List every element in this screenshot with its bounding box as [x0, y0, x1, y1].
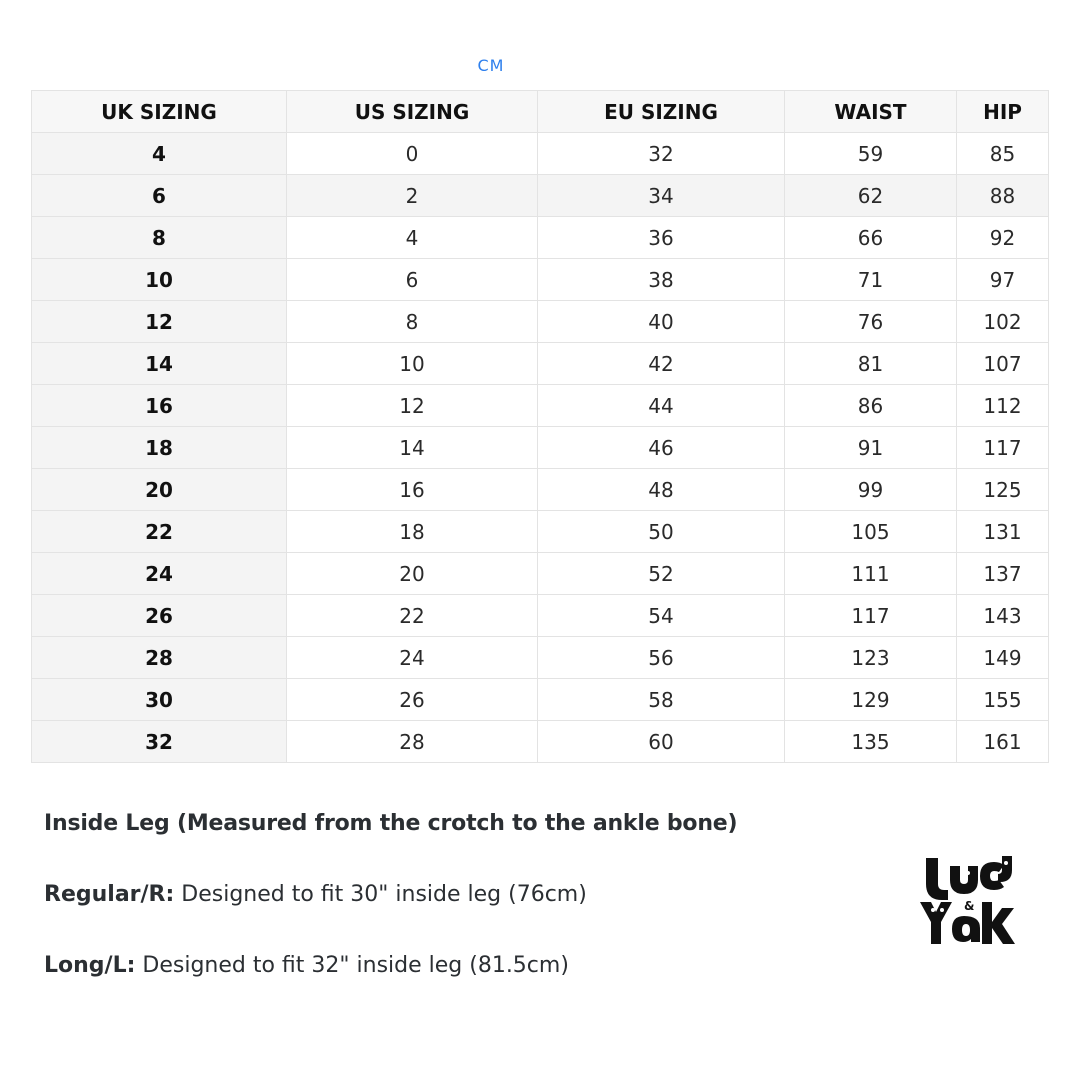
table-row	[32, 637, 1049, 679]
cell-eu: 52	[538, 553, 785, 595]
cell-us: 28	[287, 721, 538, 763]
cell-eu: 58	[538, 679, 785, 721]
cell-us: 24	[287, 637, 538, 679]
inside-leg-notes	[44, 806, 737, 1019]
cell-waist: 66	[785, 217, 957, 259]
cell-hip: 155	[957, 679, 1049, 721]
cell-uk: 8	[32, 217, 287, 259]
cell-waist: 111	[785, 553, 957, 595]
regular-fit-key: Regular/R:	[44, 882, 175, 907]
cell-hip: 143	[957, 595, 1049, 637]
cell-waist: 81	[785, 343, 957, 385]
table-row	[32, 259, 1049, 301]
cell-hip: 125	[957, 469, 1049, 511]
cell-uk: 26	[32, 595, 287, 637]
cell-uk: 20	[32, 469, 287, 511]
cell-waist: 129	[785, 679, 957, 721]
long-fit-text: Designed to fit 32" inside leg (81.5cm)	[135, 953, 569, 978]
cell-us: 16	[287, 469, 538, 511]
cell-us: 20	[287, 553, 538, 595]
table-row	[32, 469, 1049, 511]
cell-uk: 10	[32, 259, 287, 301]
cell-eu: 42	[538, 343, 785, 385]
cell-hip: 161	[957, 721, 1049, 763]
cell-waist: 123	[785, 637, 957, 679]
header-waist: WAIST	[785, 91, 957, 133]
cell-uk: 24	[32, 553, 287, 595]
cell-hip: 137	[957, 553, 1049, 595]
cell-us: 8	[287, 301, 538, 343]
cell-us: 2	[287, 175, 538, 217]
cell-eu: 46	[538, 427, 785, 469]
regular-fit-note	[44, 877, 737, 913]
cell-us: 0	[287, 133, 538, 175]
cell-us: 4	[287, 217, 538, 259]
cell-waist: 62	[785, 175, 957, 217]
cell-uk: 18	[32, 427, 287, 469]
cell-eu: 36	[538, 217, 785, 259]
header-eu-sizing: EU SIZING	[538, 91, 785, 133]
cell-us: 10	[287, 343, 538, 385]
cell-us: 14	[287, 427, 538, 469]
header-hip: HIP	[957, 91, 1049, 133]
cell-waist: 71	[785, 259, 957, 301]
cell-eu: 38	[538, 259, 785, 301]
table-header-row	[32, 91, 1049, 133]
cell-uk: 12	[32, 301, 287, 343]
cell-us: 22	[287, 595, 538, 637]
header-uk-sizing: UK SIZING	[32, 91, 287, 133]
cell-waist: 91	[785, 427, 957, 469]
cell-uk: 32	[32, 721, 287, 763]
table-row	[32, 301, 1049, 343]
cell-waist: 135	[785, 721, 957, 763]
long-fit-note	[44, 948, 737, 984]
cell-waist: 76	[785, 301, 957, 343]
cell-uk: 22	[32, 511, 287, 553]
cell-uk: 16	[32, 385, 287, 427]
table-row	[32, 427, 1049, 469]
cell-waist: 99	[785, 469, 957, 511]
cell-eu: 60	[538, 721, 785, 763]
cell-hip: 102	[957, 301, 1049, 343]
lucy-and-yak-logo	[918, 852, 1018, 948]
cell-uk: 28	[32, 637, 287, 679]
cell-hip: 149	[957, 637, 1049, 679]
cell-eu: 34	[538, 175, 785, 217]
cell-hip: 131	[957, 511, 1049, 553]
table-row	[32, 385, 1049, 427]
table-row	[32, 595, 1049, 637]
table-row	[32, 511, 1049, 553]
cell-uk: 4	[32, 133, 287, 175]
cell-us: 12	[287, 385, 538, 427]
inside-leg-heading: Inside Leg (Measured from the crotch to the ankle bone)	[44, 811, 738, 836]
cell-waist: 117	[785, 595, 957, 637]
cell-hip: 85	[957, 133, 1049, 175]
cell-waist: 105	[785, 511, 957, 553]
unit-label: CM	[477, 56, 505, 75]
cell-eu: 54	[538, 595, 785, 637]
table-row	[32, 721, 1049, 763]
cell-waist: 59	[785, 133, 957, 175]
table-row	[32, 133, 1049, 175]
cell-hip: 88	[957, 175, 1049, 217]
cell-uk: 6	[32, 175, 287, 217]
regular-fit-text: Designed to fit 30" inside leg (76cm)	[174, 882, 587, 907]
cell-hip: 117	[957, 427, 1049, 469]
table-row	[32, 679, 1049, 721]
size-chart-table	[31, 90, 1049, 763]
long-fit-key: Long/L:	[44, 953, 136, 978]
table-row	[32, 217, 1049, 259]
cell-eu: 50	[538, 511, 785, 553]
cell-us: 6	[287, 259, 538, 301]
cell-hip: 97	[957, 259, 1049, 301]
cell-eu: 48	[538, 469, 785, 511]
cell-eu: 32	[538, 133, 785, 175]
table-row	[32, 343, 1049, 385]
cell-eu: 44	[538, 385, 785, 427]
table-row	[32, 175, 1049, 217]
cell-us: 26	[287, 679, 538, 721]
cell-eu: 40	[538, 301, 785, 343]
cell-hip: 112	[957, 385, 1049, 427]
cell-us: 18	[287, 511, 538, 553]
table-row	[32, 553, 1049, 595]
cell-waist: 86	[785, 385, 957, 427]
cell-eu: 56	[538, 637, 785, 679]
cell-uk: 14	[32, 343, 287, 385]
table-body	[32, 133, 1049, 763]
header-us-sizing: US SIZING	[287, 91, 538, 133]
cell-hip: 92	[957, 217, 1049, 259]
cell-uk: 30	[32, 679, 287, 721]
svg-text:&: &	[964, 899, 975, 913]
cell-hip: 107	[957, 343, 1049, 385]
